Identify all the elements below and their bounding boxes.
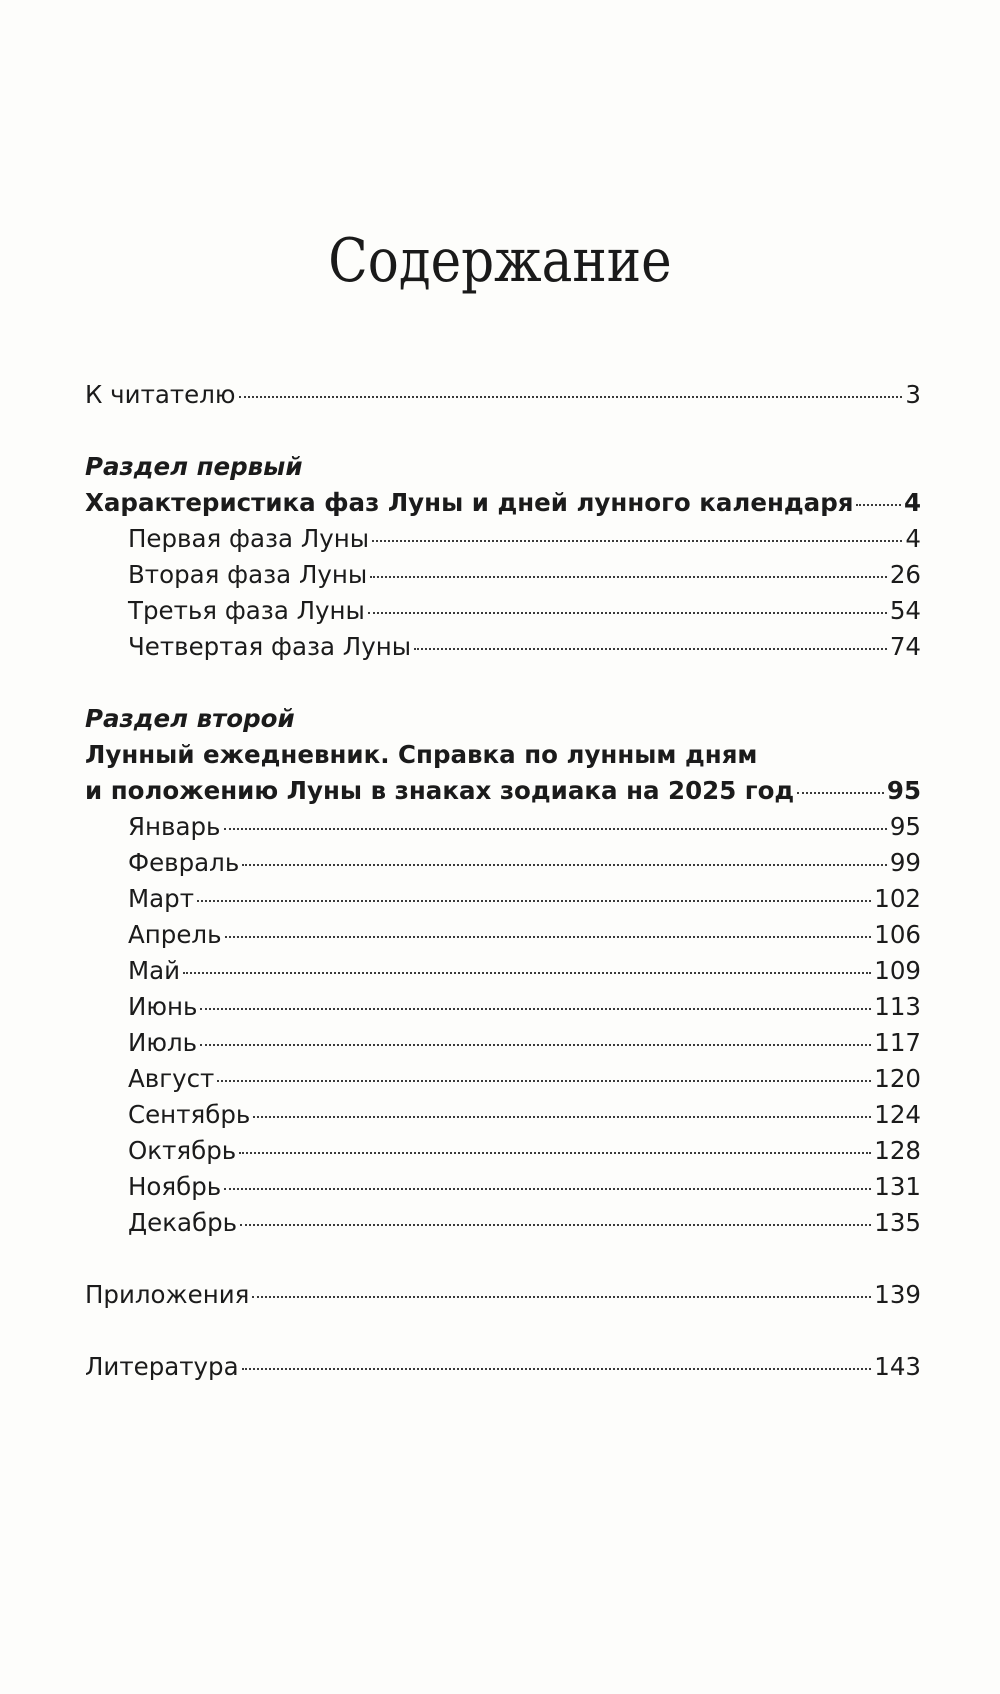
toc-entry-page: 3 <box>905 380 921 409</box>
section-label-part1: Раздел первый <box>85 452 303 481</box>
toc-entry-intro[interactable] <box>85 378 921 412</box>
toc-entry-label: Приложения <box>85 1280 250 1309</box>
dot-leader <box>200 1008 871 1010</box>
toc-entry-page: 117 <box>874 1028 921 1057</box>
toc-entry-label: Январь <box>128 812 221 841</box>
toc-entry-page: 113 <box>874 992 921 1021</box>
dot-leader <box>414 648 887 650</box>
toc-entry[interactable] <box>128 630 921 664</box>
toc-entry-page: 74 <box>889 632 921 661</box>
dot-leader <box>224 828 887 830</box>
toc-entry-literature[interactable] <box>85 1350 921 1384</box>
toc-entry[interactable] <box>128 990 921 1024</box>
toc-entry-page: 99 <box>889 848 921 877</box>
toc-entry[interactable] <box>128 1062 921 1096</box>
toc-entry-page: 124 <box>874 1100 921 1129</box>
dot-leader <box>183 972 871 974</box>
toc-entry-label: Июнь <box>128 992 198 1021</box>
toc-entry-label: Июль <box>128 1028 198 1057</box>
toc-entry[interactable] <box>128 558 921 592</box>
toc-heading-part1[interactable] <box>85 486 921 520</box>
toc-entry[interactable] <box>128 594 921 628</box>
dot-leader <box>242 864 887 866</box>
toc-entry-appendix[interactable] <box>85 1278 921 1312</box>
dot-leader <box>253 1116 871 1118</box>
toc-entry-label: Третья фаза Луны <box>128 596 365 625</box>
toc-entry-page: 95 <box>889 812 921 841</box>
toc-entry-page: 120 <box>874 1064 921 1093</box>
dot-leader <box>239 396 903 398</box>
dot-leader <box>368 612 887 614</box>
dot-leader <box>240 1224 871 1226</box>
toc-entry-page: 135 <box>874 1208 921 1237</box>
toc-entry-label: Характеристика фаз Луны и дней лунного календаря <box>85 488 854 517</box>
toc-entry-page: 26 <box>889 560 921 589</box>
toc-entry[interactable] <box>128 1134 921 1168</box>
toc-entry-label: Четвертая фаза Луны <box>128 632 412 661</box>
toc-entry[interactable] <box>128 1098 921 1132</box>
toc-entry-page: 109 <box>874 956 921 985</box>
page-title: Содержание <box>328 226 672 296</box>
toc-entry[interactable] <box>128 1170 921 1204</box>
toc-entry[interactable] <box>128 1026 921 1060</box>
toc-entry[interactable] <box>128 846 921 880</box>
toc-entry-page: 143 <box>874 1352 921 1381</box>
dot-leader <box>370 576 887 578</box>
toc-entry-page: 102 <box>874 884 921 913</box>
dot-leader <box>372 540 902 542</box>
toc-heading-part2[interactable] <box>85 774 921 808</box>
dot-leader <box>797 792 884 794</box>
toc-entry-label: и положению Луны в знаках зодиака на 2025 год <box>85 776 795 805</box>
dot-leader <box>239 1152 871 1154</box>
toc-entry-label: Сентябрь <box>128 1100 251 1129</box>
toc-heading-part2-line1: Лунный ежедневник. Справка по лунным дням <box>85 740 758 769</box>
toc-entry-page: 95 <box>886 776 921 805</box>
toc-entry-label: Первая фаза Луны <box>128 524 370 553</box>
toc-entry-page: 4 <box>905 524 921 553</box>
toc-entry-label: Ноябрь <box>128 1172 222 1201</box>
section-label-part2: Раздел второй <box>85 704 295 733</box>
toc-entry-page: 128 <box>874 1136 921 1165</box>
toc-entry[interactable] <box>128 954 921 988</box>
toc-entry[interactable] <box>128 918 921 952</box>
toc-entry-label: Май <box>128 956 181 985</box>
toc-entry-label: Август <box>128 1064 215 1093</box>
toc-entry-page: 4 <box>903 488 921 517</box>
dot-leader <box>224 1188 871 1190</box>
toc-entry[interactable] <box>128 1206 921 1240</box>
toc-entry-page: 54 <box>889 596 921 625</box>
toc-entry-label: Март <box>128 884 194 913</box>
toc-entry-label: Февраль <box>128 848 240 877</box>
toc-entry-label: К читателю <box>85 380 236 409</box>
dot-leader <box>197 900 871 902</box>
dot-leader <box>217 1080 871 1082</box>
toc-entry-page: 106 <box>874 920 921 949</box>
dot-leader <box>856 504 900 506</box>
toc-entry-label: Апрель <box>128 920 222 949</box>
dot-leader <box>242 1368 872 1370</box>
dot-leader <box>200 1044 871 1046</box>
toc-entry-label: Вторая фаза Луны <box>128 560 368 589</box>
toc-entry-page: 139 <box>874 1280 921 1309</box>
dot-leader <box>252 1296 871 1298</box>
toc-entry[interactable] <box>128 522 921 556</box>
dot-leader <box>225 936 872 938</box>
toc-entry[interactable] <box>128 810 921 844</box>
toc-entry-page: 131 <box>874 1172 921 1201</box>
toc-entry-label: Декабрь <box>128 1208 238 1237</box>
toc-entry-label: Литература <box>85 1352 239 1381</box>
toc-entry[interactable] <box>128 882 921 916</box>
toc-entry-label: Октябрь <box>128 1136 237 1165</box>
